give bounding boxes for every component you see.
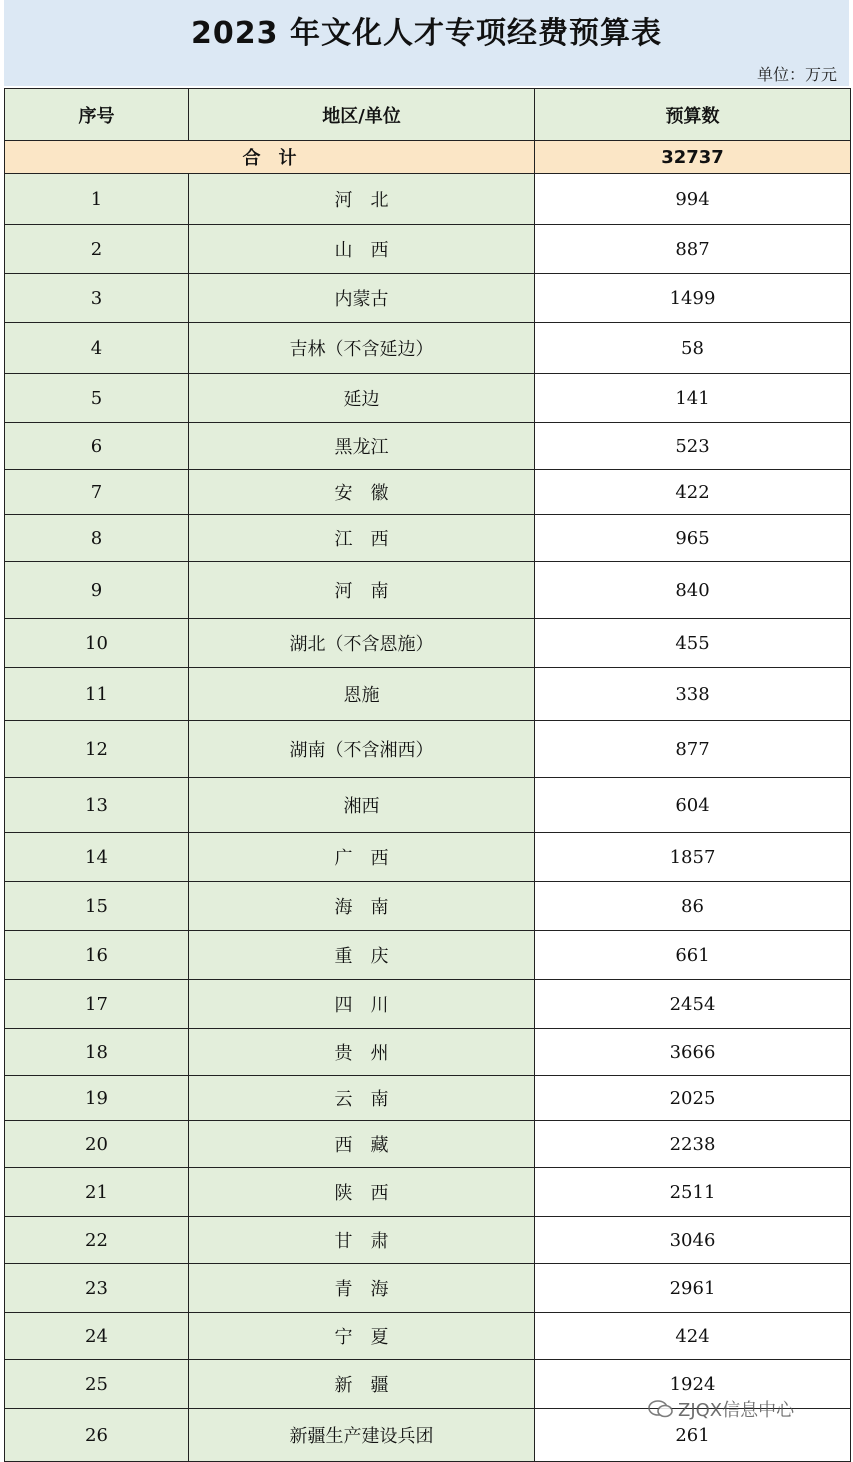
- row-region: 陕 西: [189, 1168, 535, 1217]
- row-budget: 86: [535, 882, 851, 931]
- row-index: 5: [5, 374, 189, 423]
- row-region: 湖北（不含恩施）: [189, 619, 535, 668]
- row-index: 12: [5, 721, 189, 778]
- row-index: 2: [5, 225, 189, 274]
- table-row: [5, 778, 851, 833]
- row-region: 湘西: [189, 778, 535, 833]
- row-budget: 1857: [535, 833, 851, 882]
- table-row: [5, 833, 851, 882]
- row-region: 山 西: [189, 225, 535, 274]
- row-index: 1: [5, 174, 189, 225]
- row-budget: 1924: [535, 1360, 851, 1409]
- table-row: [5, 721, 851, 778]
- row-index: 9: [5, 562, 189, 619]
- row-budget: 965: [535, 515, 851, 562]
- row-budget: 2961: [535, 1264, 851, 1313]
- unit-label: 单位：万元: [756, 65, 837, 84]
- table-row: [5, 323, 851, 374]
- row-region: 新 疆: [189, 1360, 535, 1409]
- row-region: 贵 州: [189, 1029, 535, 1076]
- table-row: [5, 1313, 851, 1360]
- table-row: [5, 374, 851, 423]
- row-budget: 2454: [535, 980, 851, 1029]
- table-row: [5, 619, 851, 668]
- row-budget: 2025: [535, 1076, 851, 1121]
- table-row: [5, 931, 851, 980]
- table-header-row: [5, 89, 851, 141]
- row-index: 4: [5, 323, 189, 374]
- budget-table: [4, 88, 851, 1462]
- row-budget: 994: [535, 174, 851, 225]
- row-region: 恩施: [189, 668, 535, 721]
- header-region: 地区/单位: [189, 89, 535, 141]
- row-budget: 2511: [535, 1168, 851, 1217]
- watermark-text: ZJQX信息中心: [678, 1400, 795, 1421]
- row-budget: 2238: [535, 1121, 851, 1168]
- row-region: 宁 夏: [189, 1313, 535, 1360]
- row-budget: 604: [535, 778, 851, 833]
- table-row: [5, 562, 851, 619]
- row-region: 安 徽: [189, 470, 535, 515]
- chat-bubble-icon: [648, 1399, 674, 1419]
- row-region: 河 北: [189, 174, 535, 225]
- row-region: 四 川: [189, 980, 535, 1029]
- row-index: 7: [5, 470, 189, 515]
- row-index: 23: [5, 1264, 189, 1313]
- row-region: 广 西: [189, 833, 535, 882]
- row-region: 海 南: [189, 882, 535, 931]
- table-row: [5, 668, 851, 721]
- row-index: 19: [5, 1076, 189, 1121]
- row-index: 3: [5, 274, 189, 323]
- row-region: 青 海: [189, 1264, 535, 1313]
- row-index: 15: [5, 882, 189, 931]
- title-banner: [4, 0, 849, 86]
- row-region: 江 西: [189, 515, 535, 562]
- row-budget: 887: [535, 225, 851, 274]
- row-budget: 3666: [535, 1029, 851, 1076]
- row-budget: 1499: [535, 274, 851, 323]
- row-index: 11: [5, 668, 189, 721]
- row-index: 18: [5, 1029, 189, 1076]
- row-budget: 523: [535, 423, 851, 470]
- header-budget: 预算数: [535, 89, 851, 141]
- table-row: [5, 274, 851, 323]
- row-region: 甘 肃: [189, 1217, 535, 1264]
- row-budget: 3046: [535, 1217, 851, 1264]
- table-row: [5, 980, 851, 1029]
- table-row: [5, 1264, 851, 1313]
- table-row: [5, 1217, 851, 1264]
- row-region: 内蒙古: [189, 274, 535, 323]
- table-row: [5, 1076, 851, 1121]
- table-row: [5, 515, 851, 562]
- row-budget: 338: [535, 668, 851, 721]
- row-budget: 877: [535, 721, 851, 778]
- row-region: 吉林（不含延边）: [189, 323, 535, 374]
- page-title: 2023 年文化人才专项经费预算表: [191, 16, 662, 51]
- row-budget: 424: [535, 1313, 851, 1360]
- total-label: 合 计: [5, 141, 535, 174]
- row-index: 21: [5, 1168, 189, 1217]
- row-budget: 141: [535, 374, 851, 423]
- table-row: [5, 470, 851, 515]
- row-budget: 455: [535, 619, 851, 668]
- table-row: [5, 882, 851, 931]
- row-budget: 840: [535, 562, 851, 619]
- row-index: 20: [5, 1121, 189, 1168]
- row-index: 17: [5, 980, 189, 1029]
- row-index: 24: [5, 1313, 189, 1360]
- row-budget: 58: [535, 323, 851, 374]
- row-index: 25: [5, 1360, 189, 1409]
- row-budget: 422: [535, 470, 851, 515]
- row-index: 16: [5, 931, 189, 980]
- row-region: 黑龙江: [189, 423, 535, 470]
- row-region: 新疆生产建设兵团: [189, 1409, 535, 1462]
- watermark: [648, 1396, 794, 1422]
- table-row: [5, 423, 851, 470]
- row-index: 14: [5, 833, 189, 882]
- row-region: 湖南（不含湘西）: [189, 721, 535, 778]
- row-index: 8: [5, 515, 189, 562]
- row-index: 13: [5, 778, 189, 833]
- total-value: 32737: [535, 141, 851, 174]
- row-index: 6: [5, 423, 189, 470]
- table-row: [5, 225, 851, 274]
- row-budget: 261: [535, 1409, 851, 1462]
- row-index: 10: [5, 619, 189, 668]
- row-region: 云 南: [189, 1076, 535, 1121]
- row-region: 河 南: [189, 562, 535, 619]
- table-row: [5, 1168, 851, 1217]
- table-row: [5, 1121, 851, 1168]
- header-index: 序号: [5, 89, 189, 141]
- total-row: [5, 141, 851, 174]
- table-row: [5, 1029, 851, 1076]
- row-region: 延边: [189, 374, 535, 423]
- row-index: 26: [5, 1409, 189, 1462]
- table-row: [5, 174, 851, 225]
- row-index: 22: [5, 1217, 189, 1264]
- row-region: 西 藏: [189, 1121, 535, 1168]
- row-region: 重 庆: [189, 931, 535, 980]
- row-budget: 661: [535, 931, 851, 980]
